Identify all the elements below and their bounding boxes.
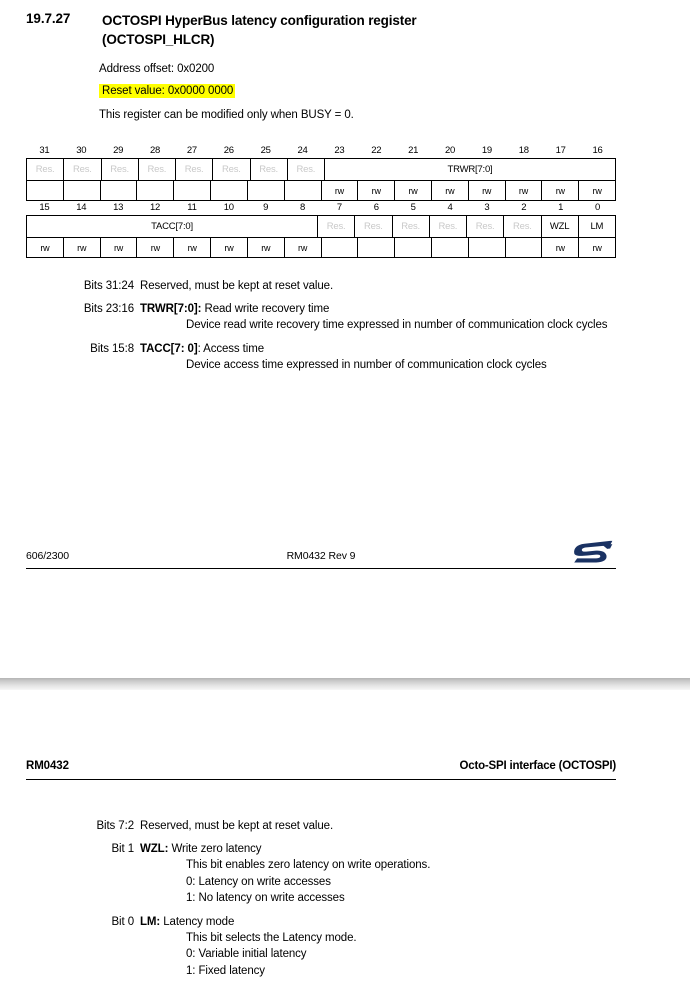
bit-number: 13 xyxy=(113,202,124,213)
bit-field-cell: Res. xyxy=(288,159,325,180)
bit-number: 15 xyxy=(39,202,50,213)
bit-field-cell: Res. xyxy=(467,216,504,237)
bit-description-subline: Device access time expressed in number of communication clock cycles xyxy=(186,358,547,371)
bit-range-label: Bit 0 xyxy=(111,915,134,928)
bit-access-cell: rw xyxy=(101,238,138,257)
bit-field-cell-tacc: TACC[7:0] xyxy=(27,216,318,237)
bit-number: 1 xyxy=(558,202,564,213)
page-two xyxy=(0,690,690,976)
bit-field-name: LM: xyxy=(140,915,161,928)
bit-access-cell: rw xyxy=(211,238,248,257)
bit-access-cell xyxy=(101,181,138,200)
bit-description-entry xyxy=(26,301,626,334)
bit-field-cell: Res. xyxy=(139,159,176,180)
page-break-separator xyxy=(0,678,690,690)
register-bit-table-high xyxy=(26,143,616,201)
bit-number: 17 xyxy=(555,145,566,156)
bit-number: 30 xyxy=(76,145,87,156)
bit-field-cell: Res. xyxy=(393,216,430,237)
bit-access-cell: rw xyxy=(542,181,579,200)
reset-value-highlight: Reset value: 0x0000 0000 xyxy=(99,84,235,98)
bit-description-text: Reserved, must be kept at reset value. xyxy=(140,820,334,832)
bit-field-cell: Res. xyxy=(430,216,467,237)
bit-description-body xyxy=(140,914,626,980)
footer-divider xyxy=(26,568,616,569)
bit-access-cell: rw xyxy=(542,238,579,257)
bit-description-entry xyxy=(26,914,626,980)
bit-field-cell-wzl: WZL xyxy=(542,216,579,237)
page-footer xyxy=(26,550,616,569)
bit-description-entry xyxy=(26,278,626,294)
bit-access-cell xyxy=(432,238,469,257)
bit-field-cell: Res. xyxy=(102,159,139,180)
bit-number: 29 xyxy=(113,145,124,156)
bit-number: 0 xyxy=(595,202,601,213)
bit-number: 18 xyxy=(518,145,529,156)
bit-description-subline: This bit enables zero latency on write operations. xyxy=(186,859,431,871)
bit-number: 21 xyxy=(408,145,419,156)
bit-number: 9 xyxy=(263,202,269,213)
bit-access-cell xyxy=(211,181,248,200)
section-number: 19.7.27 xyxy=(26,11,71,26)
bit-number: 4 xyxy=(447,202,453,213)
bit-access-cell xyxy=(174,181,211,200)
bit-number: 10 xyxy=(223,202,234,213)
bit-number: 19 xyxy=(481,145,493,156)
register-bit-table-low xyxy=(26,200,616,258)
bit-access-cell xyxy=(248,181,285,200)
busy-note-line: This register can be modified only when BUSY = 0. xyxy=(99,109,354,121)
reset-value-line xyxy=(99,84,235,99)
bit-number: 27 xyxy=(186,145,198,156)
header-divider xyxy=(26,779,616,780)
bit-access-cell xyxy=(64,181,101,200)
bit-access-cell: rw xyxy=(174,238,211,257)
bit-access-cell xyxy=(358,238,395,257)
bit-number: 6 xyxy=(373,202,379,213)
bit-field-cell-trwr: TRWR[7:0] xyxy=(325,159,616,180)
bit-field-row-low xyxy=(26,215,616,237)
bit-range-label: Bits 15:8 xyxy=(90,342,134,355)
bit-number: 25 xyxy=(260,145,271,156)
bit-description-text: Reserved, must be kept at reset value. xyxy=(140,280,334,292)
page-title: OCTOSPI HyperBus latency configuration register (OCTOSPI_HLCR) xyxy=(102,13,417,47)
bit-description-subline: This bit selects the Latency mode. xyxy=(186,931,357,944)
bit-access-cell: rw xyxy=(432,181,469,200)
bit-number: 12 xyxy=(149,202,161,213)
bit-field-cell: Res. xyxy=(251,159,288,180)
bit-number: 24 xyxy=(297,145,308,156)
bit-description-text: Read write recovery time xyxy=(201,303,330,315)
bit-number: 23 xyxy=(334,145,345,156)
bit-range-label: Bit 1 xyxy=(111,843,134,855)
page-two-header-row xyxy=(26,760,616,778)
bit-access-cell: rw xyxy=(285,238,322,257)
bit-description-body xyxy=(140,301,626,334)
bit-field-name: TRWR[7:0]: xyxy=(140,303,202,315)
bit-description-subline: 0: Variable initial latency xyxy=(186,948,307,960)
bit-number: 14 xyxy=(76,202,87,213)
bit-number: 16 xyxy=(592,145,603,156)
bit-range-label: Bits 31:24 xyxy=(83,280,134,292)
bit-access-cell xyxy=(395,238,432,257)
page-two-header xyxy=(26,760,616,780)
bit-access-cell: rw xyxy=(358,181,395,200)
bit-descriptions-page-two xyxy=(26,818,626,986)
bit-description-entry xyxy=(26,818,626,834)
bit-field-cell-lm: LM xyxy=(579,216,616,237)
bit-access-cell xyxy=(322,238,359,257)
bit-field-cell: Res. xyxy=(64,159,101,180)
bit-description-entry xyxy=(26,841,626,907)
address-offset-line: Address offset: 0x0200 xyxy=(99,63,215,75)
header-document-id: RM0432 xyxy=(26,760,69,772)
bit-number-row-high xyxy=(26,143,616,158)
bit-descriptions-page-one xyxy=(26,278,626,380)
bit-number: 2 xyxy=(521,202,527,213)
bit-field-name: TACC[7: 0] xyxy=(140,342,198,355)
bit-range-label: Bits 7:2 xyxy=(96,820,134,832)
bit-field-cell: Res. xyxy=(213,159,250,180)
bit-number: 22 xyxy=(371,145,382,156)
bit-access-cell xyxy=(137,181,174,200)
section-heading xyxy=(26,11,616,49)
bit-number: 11 xyxy=(187,202,197,213)
footer-document-revision: RM0432 Rev 9 xyxy=(286,550,356,562)
bit-field-cell: Res. xyxy=(176,159,213,180)
bit-access-cell xyxy=(27,181,64,200)
bit-number: 3 xyxy=(484,202,490,213)
bit-description-body xyxy=(140,841,626,907)
header-chapter-title: Octo-SPI interface (OCTOSPI) xyxy=(459,760,616,772)
bit-description-text: : Access time xyxy=(197,342,265,355)
bit-access-cell: rw xyxy=(506,181,543,200)
bit-access-cell: rw xyxy=(248,238,285,257)
bit-access-cell: rw xyxy=(137,238,174,257)
bit-access-cell xyxy=(469,238,506,257)
st-logo-icon xyxy=(572,537,616,563)
bit-number: 7 xyxy=(336,202,342,213)
bit-access-row-high xyxy=(26,180,616,201)
bit-description-entry xyxy=(26,341,626,374)
bit-description-body xyxy=(140,341,626,374)
footer-text-row xyxy=(26,550,616,568)
bit-access-cell xyxy=(506,238,543,257)
bit-number: 5 xyxy=(410,202,416,213)
bit-field-name: WZL: xyxy=(140,843,169,855)
bit-description-body xyxy=(140,278,626,294)
bit-description-text: Latency mode xyxy=(160,915,235,928)
bit-field-cell: Res. xyxy=(318,216,355,237)
bit-access-cell: rw xyxy=(395,181,432,200)
bit-description-subline: Device read write recovery time expressed in number of communication clock cycles xyxy=(186,319,608,331)
bit-number: 28 xyxy=(149,145,161,156)
bit-number: 20 xyxy=(444,145,456,156)
bit-range-label: Bits 23:16 xyxy=(83,303,134,315)
bit-access-cell: rw xyxy=(322,181,359,200)
bit-description-body xyxy=(140,818,626,834)
bit-number: 31 xyxy=(39,145,50,156)
bit-access-cell: rw xyxy=(579,238,616,257)
bit-access-cell: rw xyxy=(579,181,616,200)
bit-field-cell: Res. xyxy=(504,216,541,237)
bit-access-cell: rw xyxy=(64,238,101,257)
bit-access-row-low xyxy=(26,237,616,258)
bit-field-cell: Res. xyxy=(355,216,392,237)
bit-access-cell: rw xyxy=(469,181,506,200)
bit-number-row-low xyxy=(26,200,616,215)
bit-field-row-high xyxy=(26,158,616,180)
bit-description-subline: 1: No latency on write accesses xyxy=(186,892,345,904)
bit-number: 26 xyxy=(223,145,234,156)
bit-description-subline: 0: Latency on write accesses xyxy=(186,875,331,888)
footer-page-number: 606/2300 xyxy=(26,550,69,562)
bit-access-cell xyxy=(285,181,322,200)
bit-description-subline: 1: Fixed latency xyxy=(186,964,265,977)
bit-number: 8 xyxy=(300,202,306,213)
bit-access-cell: rw xyxy=(27,238,64,257)
bit-description-text: Write zero latency xyxy=(168,843,262,855)
bit-field-cell: Res. xyxy=(27,159,64,180)
